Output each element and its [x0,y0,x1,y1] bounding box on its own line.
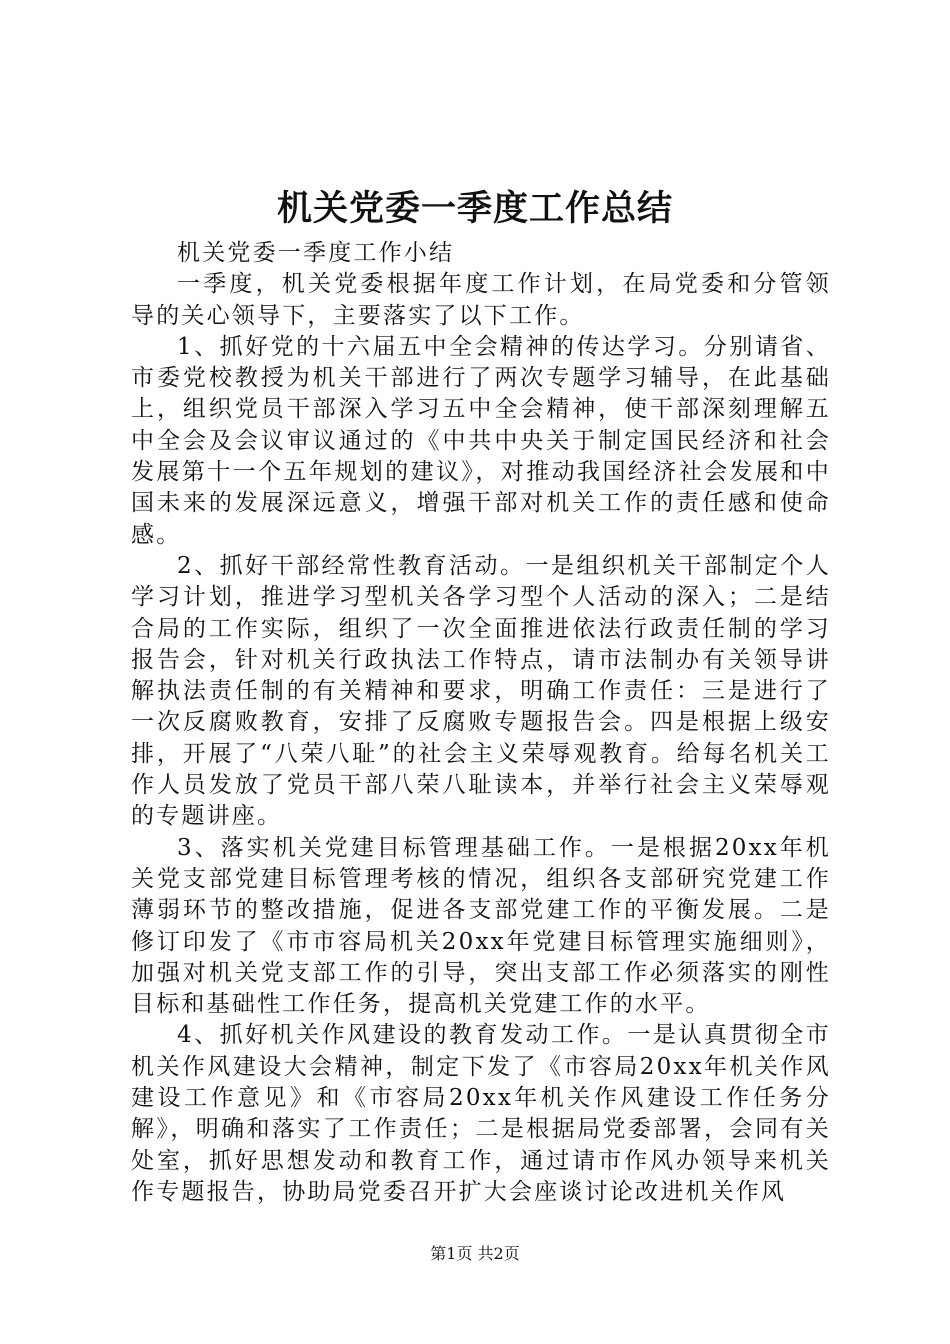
paragraph-item-1: 1、抓好党的十六届五中全会精神的传达学习。分别请省、市委党校教授为机关干部进行了两次专题学习辅导，在此基础上，组织党员干部深入学习五中全会精神，使干部深刻理解五中全会及会议审议通过的《中共中央关于制定国民经济和社会发展第十一个五年规划的建议》，对推动我国经济社会发展和中国未来的发展深远意义，增强干部对机关工作的责任感和使命感。 [131,333,831,548]
paragraph-intro: 一季度，机关党委根据年度工作计划，在局党委和分管领导的关心领导下，主要落实了以下工作。 [131,271,831,329]
page-footer: 第1页 共2页 [430,1244,520,1263]
document-body [131,238,831,1208]
paragraph-item-3: 3、落实机关党建目标管理基础工作。一是根据20xx年机关党支部党建目标管理考核的情况，组织各支部研究党建工作薄弱环节的整改措施，促进各支部党建工作的平衡发展。二是修订印发了《市市容局机关20xx年党建目标管理实施细则》，加强对机关党支部工作的引导，突出支部工作必须落实的刚性目标和基础性工作任务，提高机关党建工作的水平。 [131,834,831,1018]
document-title: 机关党委一季度工作总结 [276,189,673,229]
paragraph-item-4: 4、抓好机关作风建设的教育发动工作。一是认真贯彻全市机关作风建设大会精神，制定下发了《市容局20xx年机关作风建设工作意见》和《市容局20xx年机关作风建设工作任务分解》，明确和落实了工作责任；二是根据局党委部署，会同有关处室，抓好思想发动和教育工作，通过请市作风办领导来机关作专题报告，协助局党委召开扩大会座谈讨论改进机关作风 [131,1022,831,1205]
paragraph-subtitle: 机关党委一季度工作小结 [177,240,455,266]
paragraph-item-2: 2、抓好干部经常性教育活动。一是组织机关干部制定个人学习计划，推进学习型机关各学习型个人活动的深入；二是结合局的工作实际，组织了一次全面推进依法行政责任制的学习报告会，针对机关行政执法工作特点，请市法制办有关领导讲解执法责任制的有关精神和要求，明确工作责任：三是进行了一次反腐败教育，安排了反腐败专题报告会。四是根据上级安排，开展了“八荣八耻”的社会主义荣辱观教育。给每名机关工作人员发放了党员干部八荣八耻读本，并举行社会主义荣辱观的专题讲座。 [131,552,831,830]
